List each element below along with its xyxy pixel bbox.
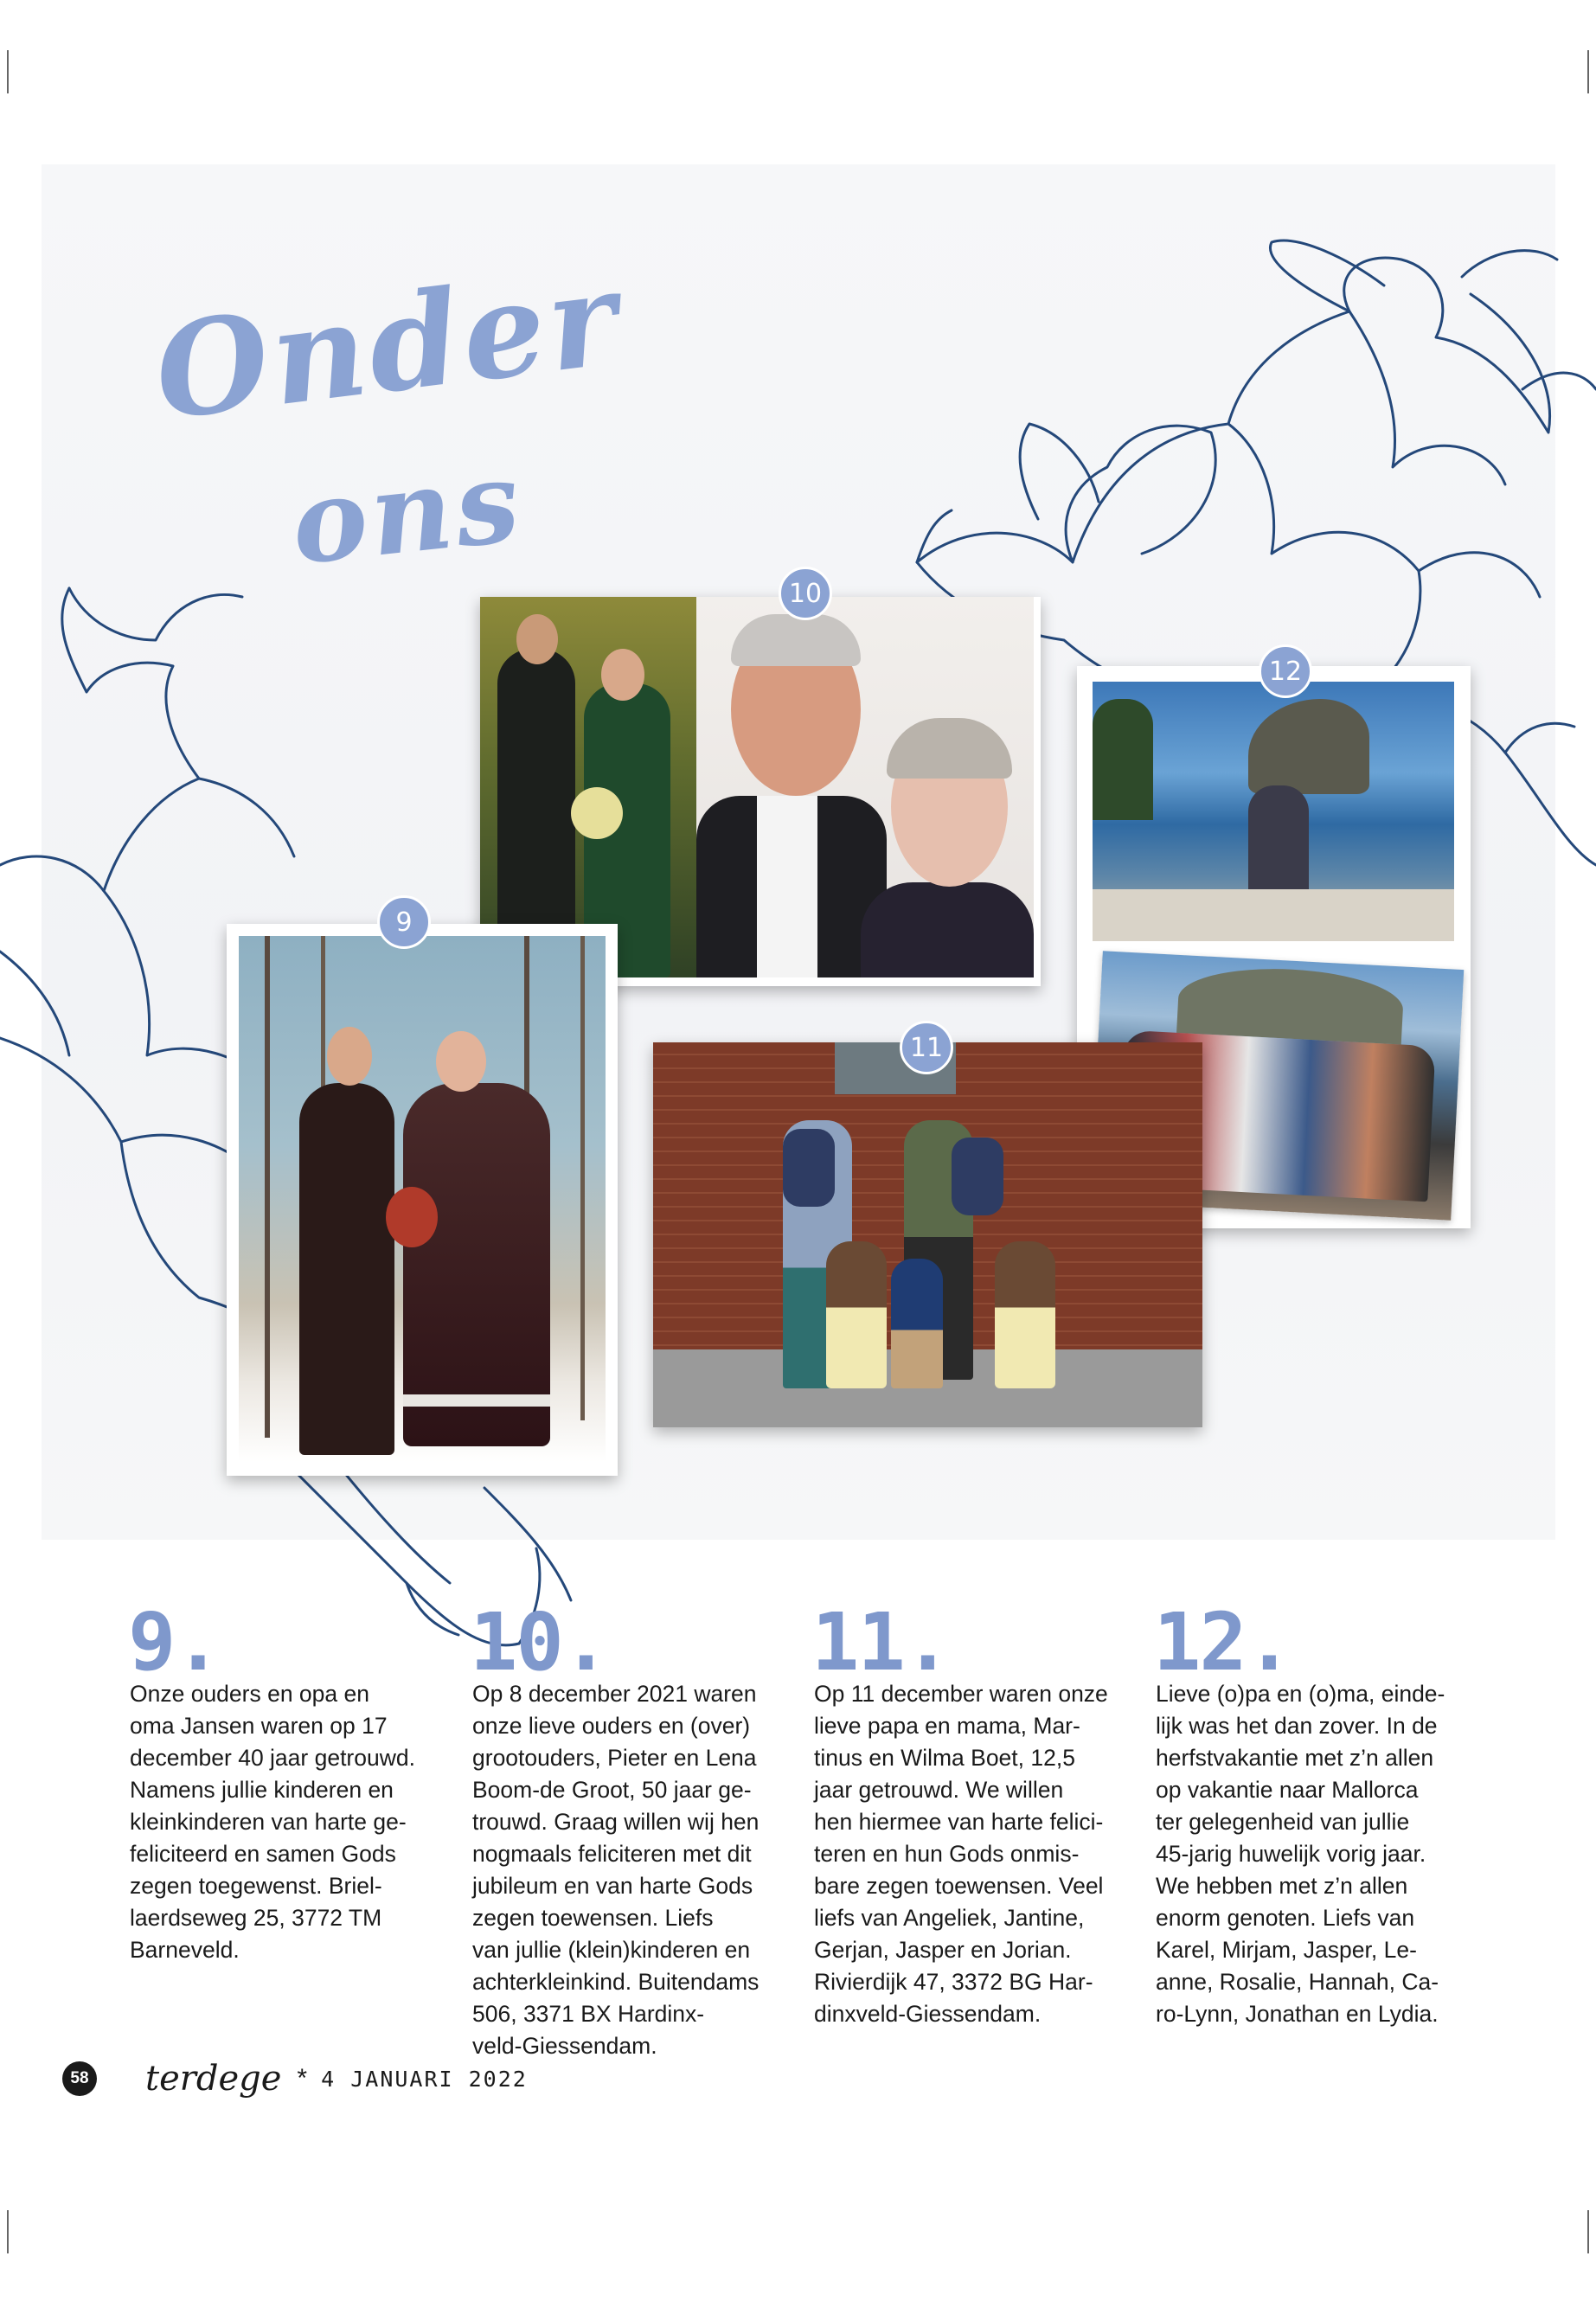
photo-11 — [653, 1042, 1202, 1427]
bride-figure — [403, 1083, 550, 1446]
photo-11-badge: 11 — [900, 1021, 953, 1074]
man-shirt — [757, 796, 817, 977]
article-10-text: Op 8 december 2021 waren onze lieve ouders en (over) grootouders, Pieter en Lena Boom-de Groot, 50 jaar ge- trouwd. Graag willen wij hen nogmaals feliciteren met dit jubileum en van harte Gods zegen toewensen. Liefs van jullie (klein)kinderen en achterkleinkind. Buitendams 506, 3371 BX Hardinx- veld-Giessendam. — [472, 1681, 760, 2059]
article-9-number: 9. — [128, 1596, 221, 1689]
bouquet — [386, 1187, 438, 1247]
magazine-logo: terdege — [145, 2059, 282, 2099]
cliff-rock — [1248, 699, 1369, 794]
article-10-number: 10. — [470, 1596, 609, 1689]
bouquet — [571, 787, 623, 839]
woman-hair — [887, 718, 1012, 779]
deck — [1093, 889, 1454, 941]
groom-head — [327, 1027, 372, 1086]
girl-right — [995, 1241, 1055, 1388]
article-11-number: 11. — [811, 1596, 951, 1689]
baby-right — [952, 1138, 1003, 1215]
groom-head — [516, 614, 558, 664]
groom-figure — [299, 1083, 394, 1455]
tree-1 — [265, 936, 270, 1438]
couple-figures — [1248, 785, 1309, 907]
girl-left — [826, 1241, 887, 1388]
man-hair — [731, 614, 861, 666]
trees — [1093, 699, 1153, 820]
photo-12-cliff-image — [1093, 682, 1454, 941]
separator-star: * — [297, 2064, 308, 2093]
mountain — [1176, 964, 1405, 1044]
photo-9-badge: 9 — [377, 895, 431, 949]
boy-center — [891, 1259, 943, 1388]
page-title-line1: Onder — [147, 241, 629, 450]
photo-10-portrait-image — [696, 597, 1034, 977]
page-footer — [62, 2057, 528, 2100]
photo-9-wedding-image — [239, 936, 606, 1462]
photo-9 — [227, 924, 618, 1476]
page-title-line2: ons — [285, 434, 529, 591]
article-12-number: 12. — [1153, 1596, 1292, 1689]
tree-4 — [580, 936, 585, 1420]
article-12-text: Lieve (o)pa en (o)ma, einde- lijk was het dan zover. In de herfstvakantie met z’n allen op vakantie naar Mallorca ter gelegenheid van jullie 45-jarig huwelijk vorig jaar. We hebben met z’n allen enorm genoten. Liefs van Karel, Mirjam, Jasper, Le- anne, Rosalie, Hannah, Ca- ro-Lynn, Jonathan en Lydia. — [1156, 1681, 1445, 2027]
photo-10-wedding-image — [480, 597, 696, 977]
photo-11-family-image — [653, 1042, 1202, 1427]
article-9-text: Onze ouders en opa en oma Jansen waren op 17 december 40 jaar getrouwd. Namens jullie kinderen en kleinkinderen van harte ge- feliciteerd en samen Gods zegen toegewenst. Briel- laerdseweg 25, 3772 TM Barneveld. — [130, 1681, 415, 1963]
baby-left — [783, 1129, 835, 1207]
bride-head — [436, 1031, 486, 1092]
photo-12-badge: 12 — [1259, 644, 1312, 698]
issue-date: 4 JANUARI 2022 — [321, 2066, 528, 2092]
photo-10-badge: 10 — [779, 567, 832, 620]
bride-head — [601, 649, 644, 701]
woman-body — [861, 882, 1034, 977]
article-11-text: Op 11 december waren onze lieve papa en mama, Mar- tinus en Wilma Boet, 12,5 jaar getrouwd. We willen hen hiermee van harte felici- teren en hun Gods onmis- bare zegen toewensen. Veel liefs van Angeliek, Jantine, Gerjan, Jasper en Jorian. Rivierdijk 47, 3372 BG Har- dinxveld-Giessendam. — [814, 1681, 1108, 2027]
page-number: 58 — [62, 2061, 97, 2096]
dress-trim — [403, 1394, 550, 1407]
